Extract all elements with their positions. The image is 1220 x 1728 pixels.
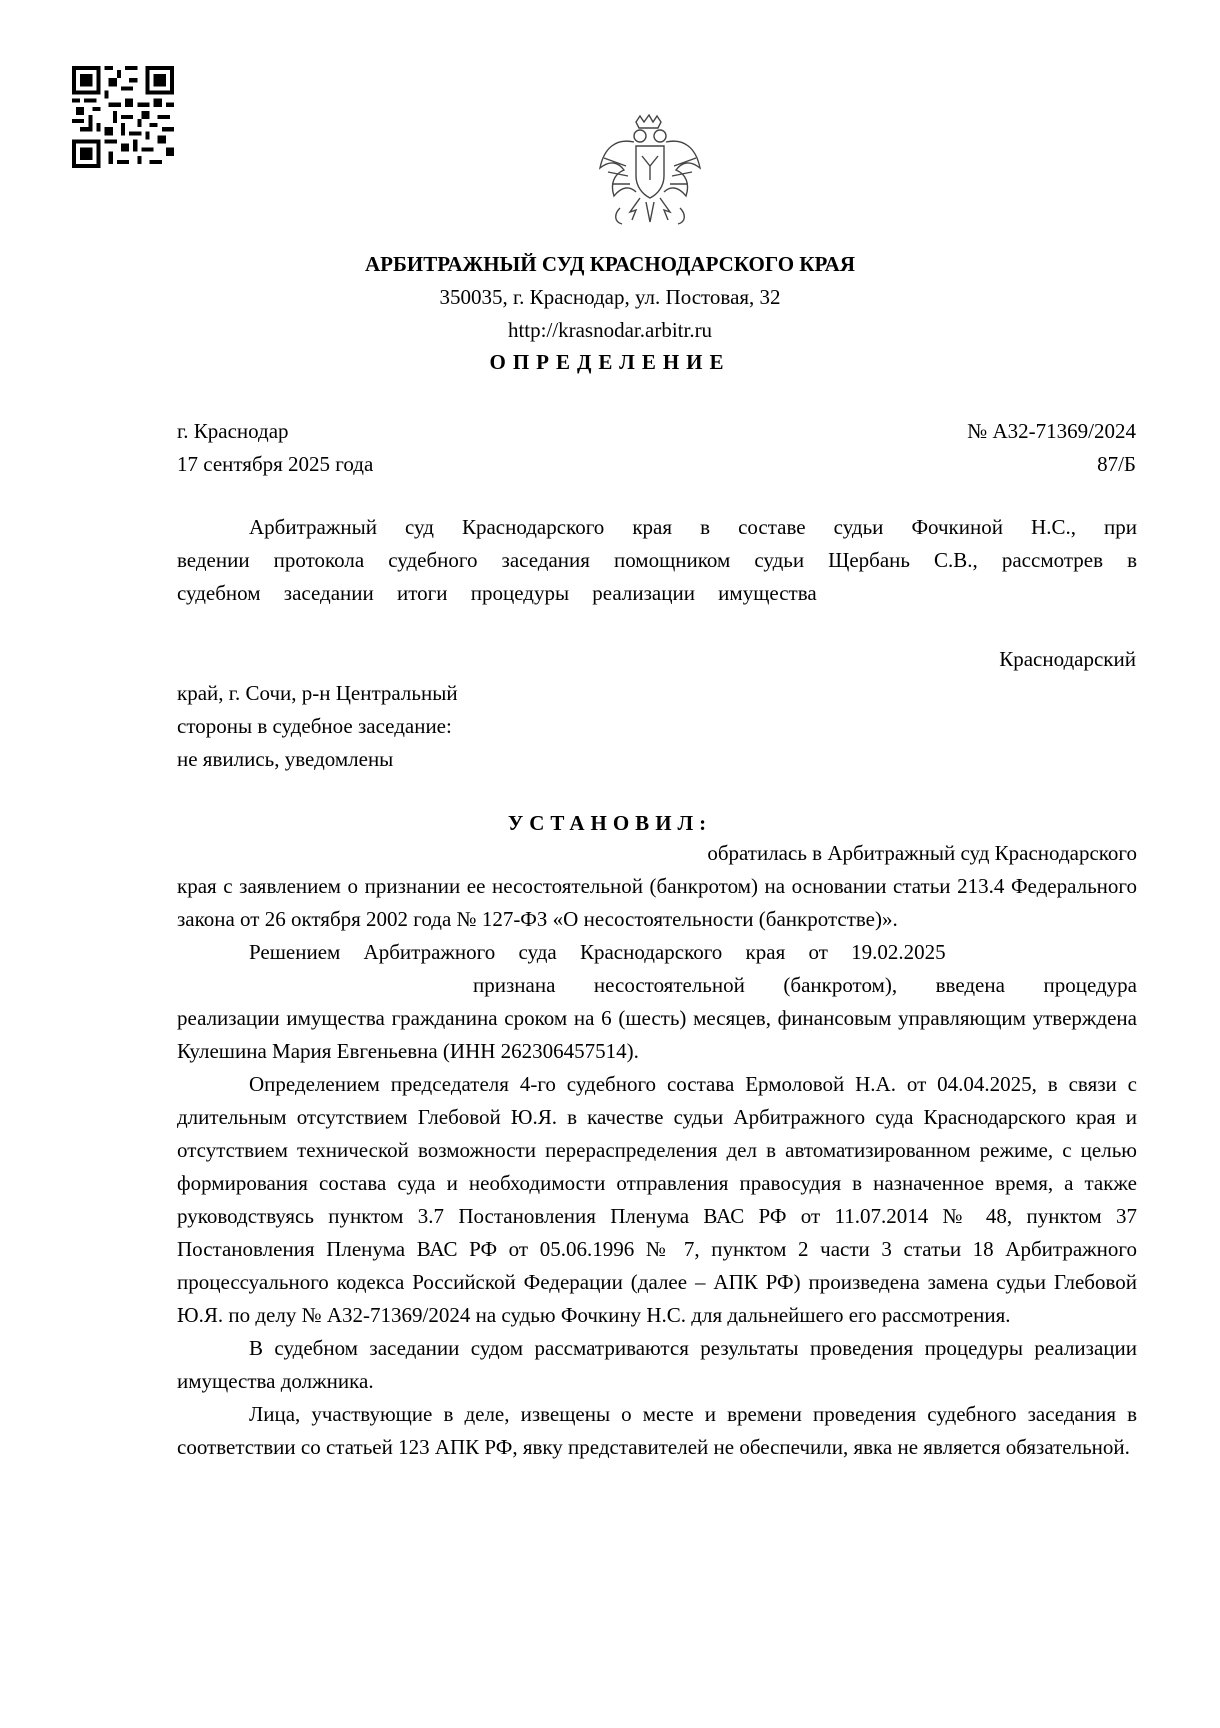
- p4-paragraph: В судебном заседании судом рассматриваются результаты проведения процедуры реализации имущества должника.: [177, 1336, 1137, 1393]
- intro-paragraph: [177, 511, 1137, 610]
- established-heading: УСТАНОВИЛ:: [507, 811, 713, 835]
- qr-code: [72, 66, 174, 168]
- case-number: № А32-71369/2024: [967, 419, 1136, 443]
- intro-line-3: судебном заседании итоги процедуры реализации имущества: [177, 581, 817, 605]
- intro-line-1: Арбитражный суд Краснодарского края в составе судьи Фочкиной Н.С., при: [249, 515, 1137, 539]
- court-website-link[interactable]: http://krasnodar.arbitr.ru: [507, 318, 713, 342]
- intro-line-2: ведении протокола судебного заседания помощником судьи Щербань С.В., рассмотрев в: [177, 548, 1137, 572]
- address-fragment: край, г. Сочи, р-н Центральный: [177, 681, 458, 705]
- coat-of-arms-emblem: [596, 112, 704, 236]
- established-body: [177, 837, 1137, 1464]
- p2-first-line: Решением Арбитражного суда Краснодарского края от 19.02.2025: [249, 940, 946, 964]
- region-fragment: Краснодарский: [999, 647, 1136, 671]
- document-type-title: ОПРЕДЕЛЕНИЕ: [489, 350, 731, 374]
- court-address: 350035, г. Краснодар, ул. Постовая, 32: [439, 285, 781, 309]
- parties-label: стороны в судебное заседание:: [177, 714, 452, 738]
- parties-status: не явились, уведомлены: [177, 747, 394, 771]
- case-suffix: 87/Б: [1097, 452, 1136, 476]
- p1-rest: края с заявлением о признании ее несостоятельной (банкротом) на основании статьи 213.4 Федерального закона от 26 октября 2002 года № 127-ФЗ «О несостоятельности (банкротстве)».: [177, 874, 1137, 931]
- p2-second-line: признана несостоятельной (банкротом), введена процедура: [473, 973, 1137, 997]
- p2-rest: реализации имущества гражданина сроком на 6 (шесть) месяцев, финансовым управляющим утверждена Кулешина Мария Евгеньевна (ИНН 262306457514).: [177, 1006, 1137, 1063]
- document-city: г. Краснодар: [177, 419, 289, 443]
- p5-paragraph: Лица, участвующие в деле, извещены о месте и времени проведения судебного заседания в соответствии со статьей 123 АПК РФ, явку представителей не обеспечили, явка не является обязательной.: [177, 1402, 1137, 1459]
- document-date: 17 сентября 2025 года: [177, 452, 374, 476]
- court-name: АРБИТРАЖНЫЙ СУД КРАСНОДАРСКОГО КРАЯ: [364, 252, 855, 276]
- p3-paragraph: Определением председателя 4-го судебного состава Ермоловой Н.А. от 04.04.2025, в связи с длительным отсутствием Глебовой Ю.Я. в качестве судьи Арбитражного суда Краснодарского края и отсутствием технической возможности перераспределения дел в автоматизированном режиме, с целью формирования состава суда и необходимости отправления правосудия в назначенное время, а также руководствуясь пунктом 3.7 Постановления Пленума ВАС РФ от 11.07.2014 № 48, пунктом 37 Постановления Пленума ВАС РФ от 05.06.1996 № 7, пунктом 2 части 3 статьи 18 Арбитражного процессуального кодекса Российской Федерации (далее – АПК РФ) произведена замена судьи Глебовой Ю.Я. по делу № А32-71369/2024 на судью Фочкину Н.С. для дальнейшего его рассмотрения.: [177, 1072, 1137, 1327]
- p1-first-line: обратилась в Арбитражный суд Краснодарского: [707, 841, 1137, 865]
